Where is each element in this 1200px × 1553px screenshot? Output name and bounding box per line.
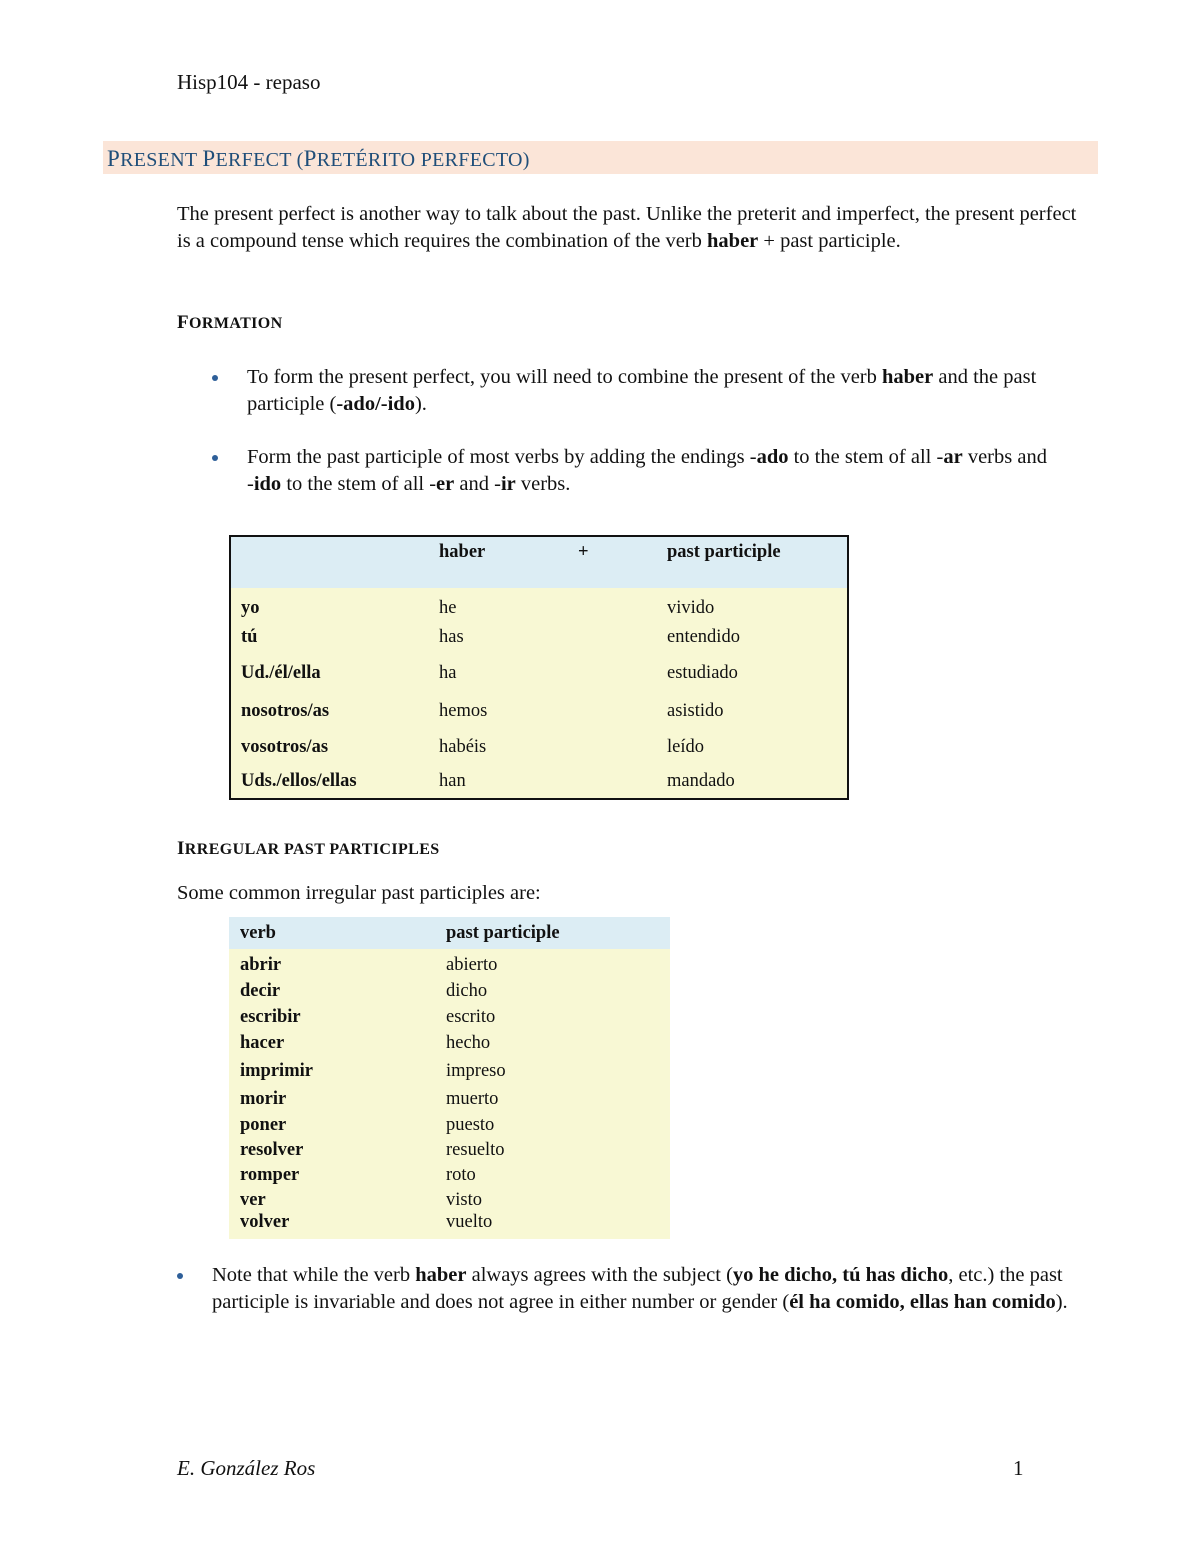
table-row [229,949,670,978]
table-row [229,1057,670,1086]
verb-cell: resolver [229,1138,435,1163]
participle-cell: impreso [435,1057,670,1086]
participle-cell: hecho [435,1030,670,1057]
participle-cell: puesto [435,1113,670,1138]
subject-cell: vosotros/as [230,730,429,765]
table-row [230,654,848,693]
participle-cell: resuelto [435,1138,670,1163]
table-row [229,1086,670,1113]
subject-cell: nosotros/as [230,693,429,730]
formation-heading: FORMATION [177,312,283,333]
bullet-icon [212,375,218,381]
table-row [230,588,848,621]
table-header-cell: past participle [657,536,848,588]
verb-cell: abrir [229,949,435,978]
participle-cell: escrito [435,1004,670,1030]
bullet-icon [177,1273,183,1279]
subject-cell: tú [230,621,429,654]
table-row [229,1188,670,1212]
haber-cell: ha [429,654,568,693]
participle-cell: vivido [657,588,848,621]
participle-cell: visto [435,1188,670,1212]
irregular-heading: IRREGULAR PAST PARTICIPLES [177,838,440,859]
haber-cell: has [429,621,568,654]
participle-cell: roto [435,1163,670,1188]
table-header-cell: past participle [435,917,670,949]
table-row [230,621,848,654]
table-row [229,1030,670,1057]
haber-cell: han [429,765,568,799]
footer-author: E. González Ros [177,1456,316,1480]
haber-cell: hemos [429,693,568,730]
section-title: PRESENT PERFECT (PRETÉRITO PERFECTO) [103,141,1098,174]
irregular-table [229,917,670,1239]
participle-cell: dicho [435,978,670,1004]
page-number: 1 [1013,1456,1024,1480]
table-row [229,978,670,1004]
table-row [229,1163,670,1188]
note-bullet: Note that while the verb haber always agrees with the subject (yo he dicho, tú has dicho, etc.) the past participle is invariable and does not agree in either number or gender (él ha comido, ellas han comido). [212,1264,1068,1313]
table-row [229,1113,670,1138]
table-header-cell: haber [429,536,568,588]
verb-cell: ver [229,1188,435,1212]
table-row [230,693,848,730]
participle-cell: entendido [657,621,848,654]
verb-cell: escribir [229,1004,435,1030]
page-header: Hisp104 - repaso [177,70,321,94]
table-row [230,730,848,765]
verb-cell: poner [229,1113,435,1138]
verb-cell: morir [229,1086,435,1113]
verb-cell: hacer [229,1030,435,1057]
participle-cell: muerto [435,1086,670,1113]
subject-cell: Ud./él/ella [230,654,429,693]
conjugation-table [229,535,849,800]
irregular-intro: Some common irregular past participles are: [177,882,541,904]
participle-cell: leído [657,730,848,765]
table-row [229,1212,670,1239]
table-row [230,765,848,799]
table-row [229,1138,670,1163]
table-header-cell: verb [229,917,435,949]
table-header-row [229,917,670,949]
formation-bullet-2: Form the past participle of most verbs by adding the endings -ado to the stem of all -ar verbs and -ido to the stem of all -er and -ir verbs. [247,446,1047,495]
subject-cell: Uds./ellos/ellas [230,765,429,799]
participle-cell: vuelto [435,1212,670,1239]
verb-cell: romper [229,1163,435,1188]
table-row [229,1004,670,1030]
participle-cell: mandado [657,765,848,799]
participle-cell: estudiado [657,654,848,693]
table-header-row [230,536,848,588]
bullet-icon [212,455,218,461]
participle-cell: asistido [657,693,848,730]
verb-cell: decir [229,978,435,1004]
table-header-cell: + [568,536,657,588]
table-header-cell [230,536,429,588]
haber-cell: he [429,588,568,621]
subject-cell: yo [230,588,429,621]
verb-cell: volver [229,1212,435,1239]
intro-paragraph: The present perfect is another way to talk about the past. Unlike the preterit and imperfect, the present perfect is a compound tense which requires the combination of the verb haber + past participle. [177,203,1077,252]
verb-cell: imprimir [229,1057,435,1086]
formation-bullet-1: To form the present perfect, you will need to combine the present of the verb haber and the past participle (-ado/-ido). [247,366,1037,415]
haber-cell: habéis [429,730,568,765]
participle-cell: abierto [435,949,670,978]
